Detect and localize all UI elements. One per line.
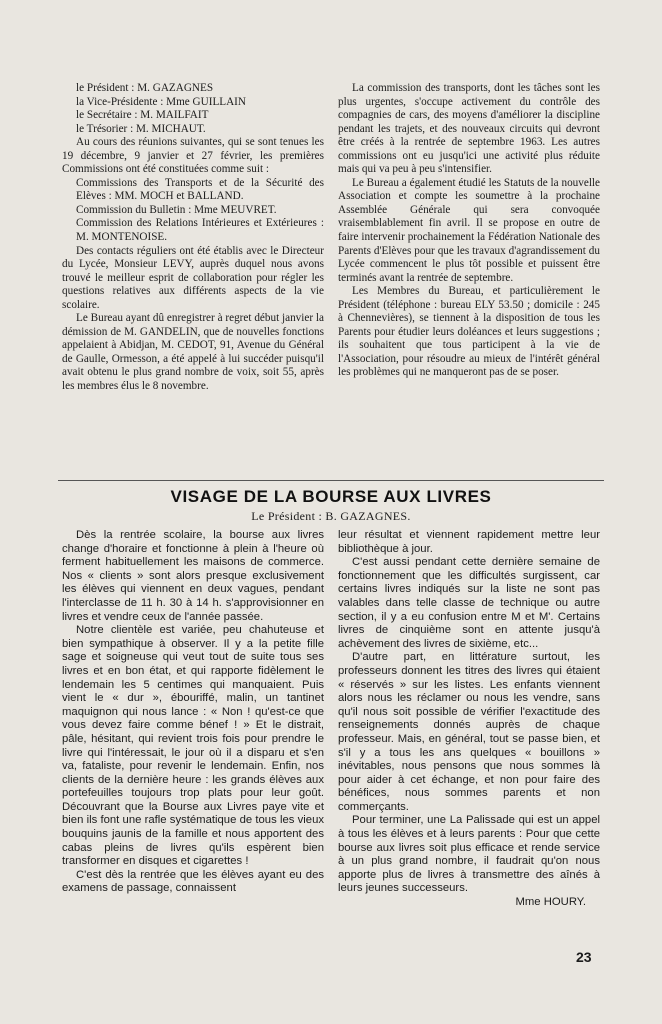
article-paragraph: Notre clientèle est variée, peu chahuteuse et bien sympathique à observer. Il y a la petite fille sage et soigneuse qui veut tout de suite tous ses livres et en bon état, et qui rapporte fidèlement le lendemain les 5 centimes qui manquaient. Puis vient le « dur », ébouriffé, malin, un tantinet maquignon qui nous lance : « Non ! qu'est-ce que vous devez faire comme bénef ! » Et le distrait, pâle, hésitant, qui revient trois fois pour prendre le livre qui l'intéressait, le jour où il a disparu et s'en va, fataliste, pour revenir le lendemain. Enfin, nos clients de la dernière heure : les grands élèves aux portefeuilles toujours trop plats pour leur goût. Découvrant que la Bourse aux Livres paye vite et bien ils font une rafle systématique de tous les vieux bouquins jaunis de la famille et nous apportent des cabas pleins de livres qu'ils espèrent bien transformer en disques et cigarettes ! <box>62 624 324 868</box>
commission-bulletin: Commission du Bulletin : Mme MEUVRET. <box>76 203 277 216</box>
page-number: 23 <box>576 949 592 965</box>
statutes-paragraph: Le Bureau a également étudié les Statuts de la nouvelle Association et compte les soumettre à la prochaine Assemblée Générale qui sera convoquée vraisemblablement fin avril. Il se propose en outre de faire intervenir prochainement la Fédération Nationale des Parents d'Elèves pour que les travaux d'agrandissement du Lycée commencent le plus tôt possible et puissent être terminés avant la rentrée de septembre. <box>338 176 600 284</box>
officer-president: le Président : M. GAZAGNES <box>76 82 214 94</box>
top-left-column <box>62 82 324 394</box>
article-right-column <box>338 529 600 910</box>
article-paragraph: D'autre part, en littérature surtout, les professeurs donnent les titres des livres qui étaient « réservés » sur les listes. Les enfants viennent alors nous les réclamer ou nous les vendre, sans qu'il nous soit possible de vérifier l'exactitude des renseignements donnés auprès de chaque professeur. Mais, en général, tout se passe bien, et s'il y a tous les ans quelques « bouillons » inévitables, nous pensons que nous sommes là pour aider à cet échange, et non pour faire des bénéfices, nous sommes parents et non commerçants. <box>338 651 600 813</box>
article-paragraph: leur résultat et viennent rapidement mettre leur bibliothèque à jour. <box>338 529 600 555</box>
top-right-column <box>338 82 600 380</box>
meetings-paragraph: Au cours des réunions suivantes, qui se sont tenues les 19 décembre, 9 janvier et 27 février, les premières Commissions ont été constituées comme suit : <box>62 136 324 176</box>
article-left-column <box>62 529 324 896</box>
commission-relations: Commission des Relations Intérieures et Extérieures : M. MONTENOISE. <box>76 217 324 244</box>
commission-transports: Commissions des Transports et de la Sécurité des Elèves : MM. MOCH et BALLAND. <box>76 176 324 203</box>
article-signature: Mme HOURY. <box>515 896 586 909</box>
article-title: VISAGE DE LA BOURSE AUX LIVRES <box>170 487 492 506</box>
contacts-paragraph: Des contacts réguliers ont été établis avec le Directeur du Lycée, Monsieur LEVY, auprès duquel nous avons trouvé le meilleur esprit de collaboration pour régler les questions relatives aux différents aspects de la vie scolaire. <box>62 244 324 311</box>
article-paragraph: C'est aussi pendant cette dernière semaine de fonctionnement que les difficultés surgissent, car certains livres indiqués sur la liste ne sont pas valables dans telle classe de technique ou autre section, il y a eu confusion entre M et M'. Certains livres de cinquième sont en attente jusqu'à achèvement des livres de sixième, etc... <box>338 556 600 650</box>
article-author: Le Président : B. GAZAGNES. <box>251 509 411 523</box>
article-paragraph: C'est dès la rentrée que les élèves ayant eu des examens de passage, connaissent <box>62 868 324 895</box>
resignation-paragraph: Le Bureau ayant dû enregistrer à regret début janvier la démission de M. GANDELIN, que de nouvelles fonctions appelaient à Abidjan, M. CEDOT, 91, Avenue du Général de Gaulle, Ormesson, a été appelé à lui succéder puisqu'il avait obtenu le plus grand nombre de voix, soit 55, après les membres élus le 8 novembre. <box>62 312 324 393</box>
officer-vice-president: la Vice-Présidente : Mme GUILLAIN <box>76 95 246 108</box>
section-divider <box>58 480 604 481</box>
article-paragraph: Pour terminer, une La Palissade qui est un appel à tous les élèves et à leurs parents : Pour que cette bourse aux livres soit plus efficace et rende service à un plus grand nombre, il faudrait qu'on nous apporte plus de livres à transmettre des aînés à leurs jeunes successeurs. <box>338 814 600 895</box>
article-paragraph: Dès la rentrée scolaire, la bourse aux livres change d'horaire et fonctionne à plein à l'heure où ferment habituellement les maisons de commerce. Nos « clients » sont alors presque exclusivement les élèves qui viennent en deux vagues, pendant l'interclasse de 11 h. 30 à 14 h. s'approvisionner en livres et vendre ceux de l'année passée. <box>62 529 324 623</box>
officer-treasurer: le Trésorier : M. MICHAUT. <box>76 122 206 135</box>
members-paragraph: Les Membres du Bureau, et particulièrement le Président (téléphone : bureau ELY 53.50 ; domicile : 245 à Chennevières), se tiennent à la disposition de tous les Parents pour étudier leurs doléances et leurs suggestions ; ils souhaitent que tous participent à la vie de l'Association, pour résoudre au mieux de l'intérêt général les problèmes qui ne manqueront pas de se poser. <box>338 285 600 379</box>
transports-paragraph: La commission des transports, dont les tâches sont les plus urgentes, s'occupe activement du contrôle des compagnies de cars, des moyens d'améliorer la discipline pendant les trajets, et des nouveaux circuits qui devront être créés à la rentrée de septembre 1963. Les autres commissions ont eu jusqu'ici une activité plus réduite mais qui va peu à peu s'intensifier. <box>338 82 600 176</box>
officer-secretary: le Secrétaire : M. MAILFAIT <box>76 109 209 122</box>
